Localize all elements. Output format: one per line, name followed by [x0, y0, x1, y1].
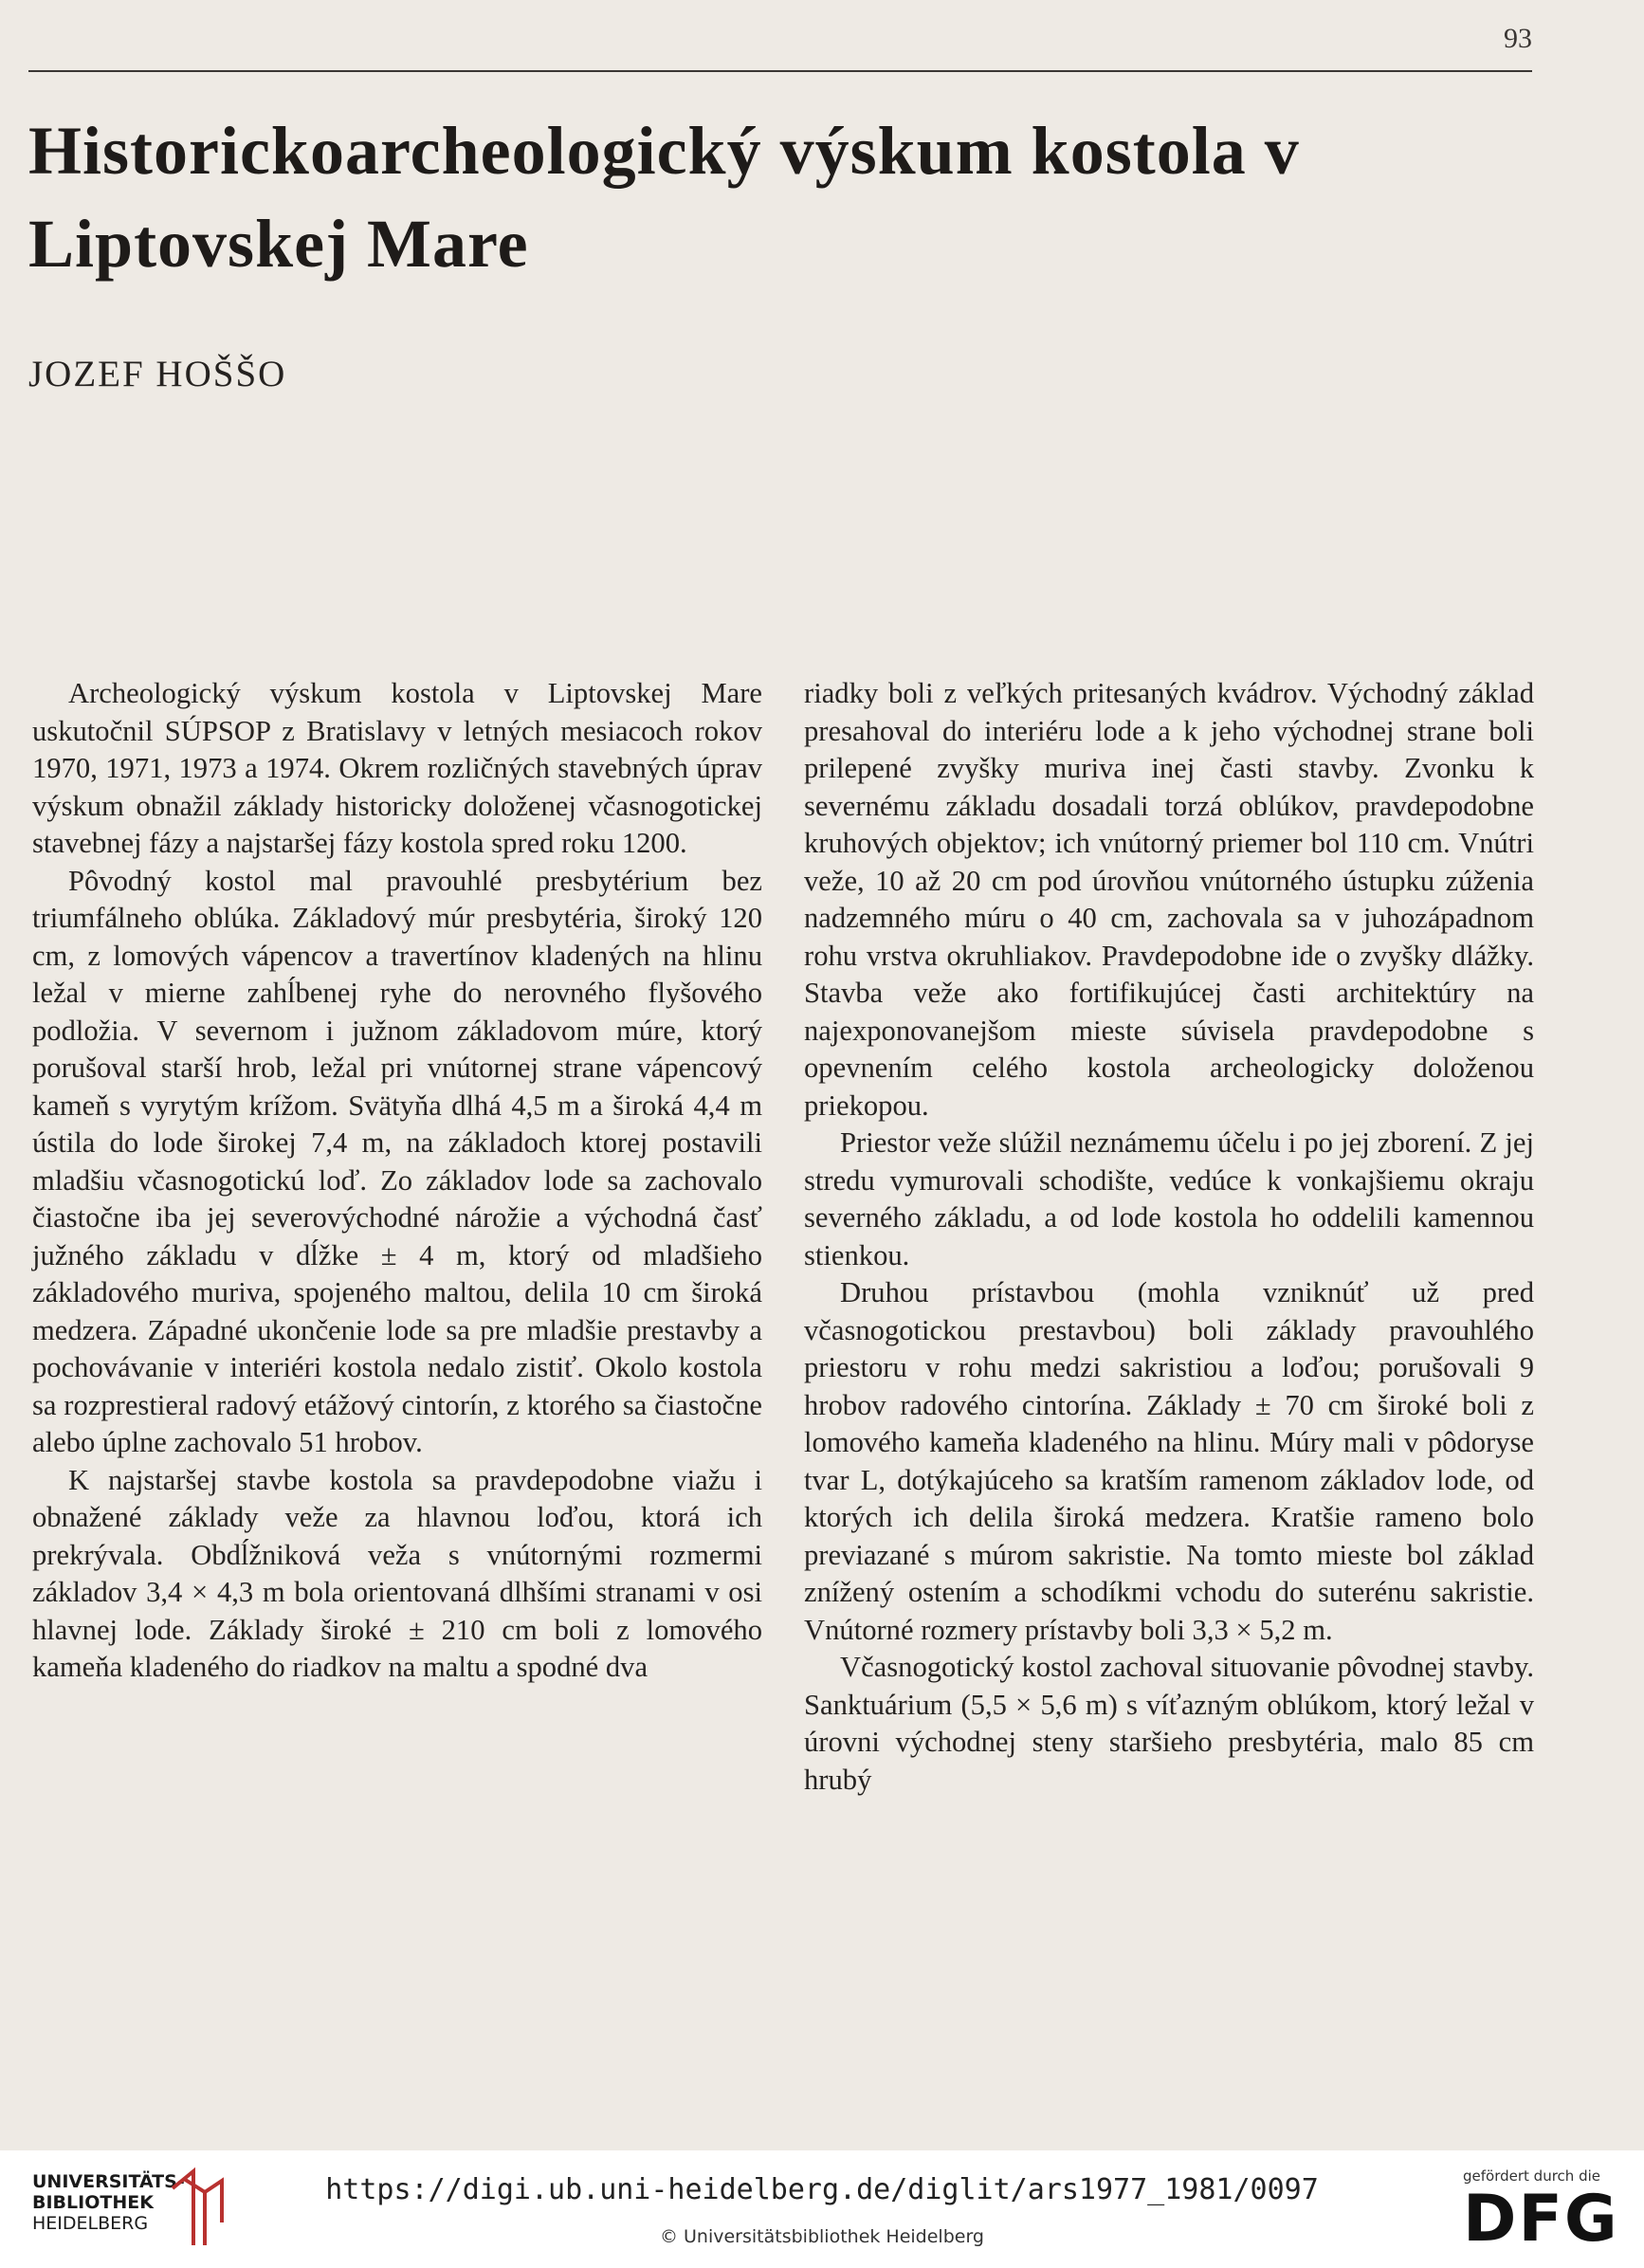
paragraph: K najstaršej stavbe kostola sa pravdepodobne viažu i obnažené základy veže za hlavnou loďou, ktorá ich prekrývala. Obdĺžniková veža s vnútornými rozmermi základov 3,4 × 4,3 m bola orientovaná dlhšími stranami v osi hlavnej lode. Základy široké ± 210 cm boli z lomového kameňa kladeného do riadkov na maltu a spodné dva	[32, 1463, 762, 1683]
article-title: Historickoarcheologický výskum kostola v Liptovskej Mare	[28, 113, 1300, 282]
article-author: JOZEF HOŠŠO	[28, 354, 287, 394]
paragraph: Druhou prístavbou (mohla vzniknúť už pred včasnogotickou prestavbou) boli základy pravouhlého priestoru v rohu medzi sakristiou a loďou; porušovali 9 hrobov radového cintorína. Základy ± 70 cm široké boli z lomového kameňa kladeného na hlinu. Múry mali v pôdoryse tvar L, dotýkajúceho sa kratším ramenom základov lode, od ktorých ich delila široká medzera. Kratšie rameno bolo previazané s múrom sakristie. Na tomto mieste bol základ znížený ostením a schodíkmi vchodu do suterénu sakristie. Vnútorné rozmery prístavby boli 3,3 × 5,2 m.	[804, 1276, 1534, 1646]
paragraph: Priestor veže slúžil neznámemu účelu i po jej zborení. Z jej stredu vymurovali schodište, vedúce k vonkajšiemu okraju severného základu, a od lode kostola ho oddelili kamennou stienkou.	[804, 1126, 1534, 1271]
paragraph: Pôvodný kostol mal pravouhlé presbytérium bez triumfálneho oblúka. Základový múr presbytéria, široký 120 cm, z lomových vápencov a travertínov kladených na hlinu ležal v mierne zahĺbenej ryhe do nerovného flyšového podložia. V severnom i južnom základovom múre, ktorý porušoval starší hrob, ležal pri vnútornej strane vápencový kameň s vyrytým krížom. Svätyňa dlhá 4,5 m a široká 4,4 m ústila do lode širokej 7,4 m, na základoch ktorej postavili mladšiu včasnogotickú loď. Zo základov lode sa zachovalo čiastočne iba jej severovýchodné nárožie a východná časť južného základu v dĺžke ± 4 m, ktorý od mladšieho základového muriva, spojeného maltou, delila 10 cm široká medzera. Západné ukončenie lode sa pre mladšie prestavby a pochovávanie v interiéri kostola nedalo zistiť. Okolo kostola sa rozprestieral radový etážový cintorín, z ktorého sa čiastočne alebo úplne zachovalo 51 hrobov.	[32, 864, 762, 1458]
page-number: 93	[1504, 23, 1532, 54]
paragraph: riadky boli z veľkých pritesaných kvádrov. Východný základ presahoval do interiéru lode a k jeho východnej strane boli prilepené zvyšky muriva inej časti stavby. Zvonku k severnému základu dosadali torzá oblúkov, pravdepodobne kruhových objektov; ich vnútorný priemer bol 110 cm. Vnútri veže, 10 až 20 cm pod úrovňou vnútorného ústupku zúženia nadzemného múru o 40 cm, zachovala sa v juhozápadnom rohu vrstva okruhliakov. Pravdepodobne ide o zvyšky dlážky. Stavba veže ako fortifikujúcej časti architektúry na najexponovanejšom mieste súvisela pravdepodobne s opevnením celého kostola archeologicky doloženou priekopou.	[804, 677, 1534, 1122]
library-name-line: BIBLIOTHEK	[32, 2192, 154, 2213]
funding-caption: gefördert durch die	[1463, 2167, 1600, 2185]
header-rule	[28, 70, 1532, 72]
paragraph: Archeologický výskum kostola v Liptovskej Mare uskutočnil SÚPSOP z Bratislavy v letných mesiacoch rokov 1970, 1971, 1973 a 1974. Okrem rozličných stavebných úprav výskum obnažil základy historicky doloženej včasnogotickej stavebnej fázy a najstaršej fázy kostola spred roku 1200.	[32, 677, 762, 859]
library-name-line: UNIVERSITÄTS-	[32, 2171, 185, 2192]
paragraph: Včasnogotický kostol zachoval situovanie pôvodnej stavby. Sanktuárium (5,5 × 5,6 m) s víťazným oblúkom, ktorý ležal v úrovni východnej steny staršieho presbytéria, malo 85 cm hrubý	[804, 1651, 1534, 1796]
library-city-line: HEIDELBERG	[32, 2213, 149, 2234]
copyright-notice: © Universitätsbibliothek Heidelberg	[659, 2226, 984, 2247]
dfg-logo[interactable]: DFG	[1463, 2182, 1619, 2257]
left-column	[32, 675, 762, 1687]
permalink-url[interactable]: https://digi.ub.uni-heidelberg.de/diglit/ars1977_1981/0097	[325, 2173, 1319, 2206]
viewer-footer	[0, 2150, 1644, 2268]
right-column	[804, 675, 1534, 1799]
